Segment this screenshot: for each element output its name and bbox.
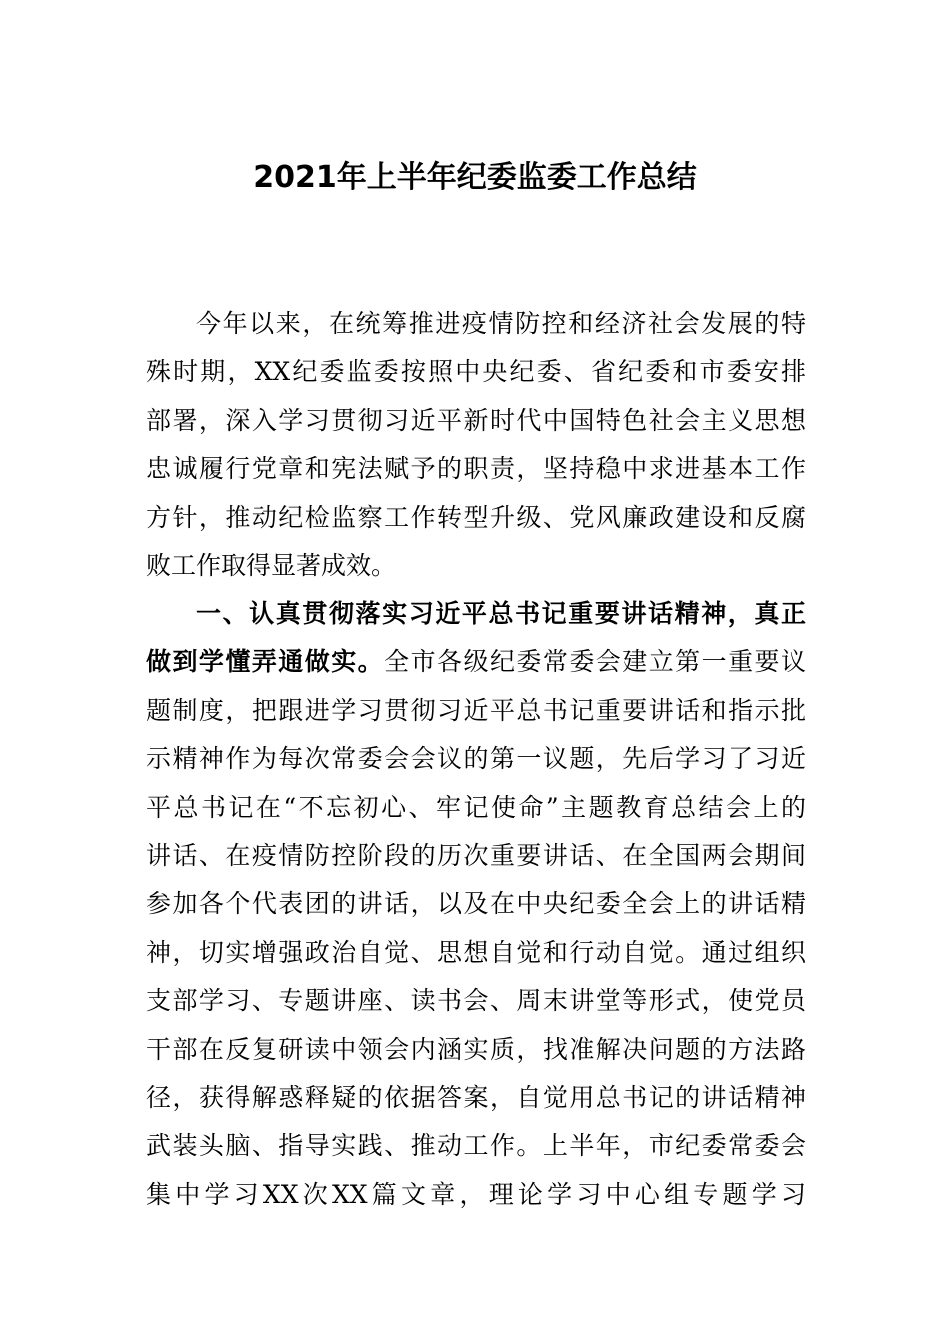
paragraph-line: 平总书记在“不忘初心、牢记使命”主题教育总结会上的 [146, 792, 806, 822]
section-heading-line: 一、认真贯彻落实习近平总书记重要讲话精神，真正 [196, 599, 806, 628]
paragraph-line: 方针，推动纪检监察工作转型升级、党风廉政建设和反腐 [146, 502, 806, 532]
paragraph-text: 全市各级纪委常委会建立第一重要议 [384, 647, 806, 677]
paragraph-line: 径，获得解惑释疑的依据答案，自觉用总书记的讲话精神 [146, 1082, 806, 1112]
paragraph-line: 部署，深入学习贯彻习近平新时代中国特色社会主义思想 [146, 405, 806, 435]
section-heading-tail: 做到学懂弄通做实。 [146, 647, 385, 677]
paragraph-section-one [146, 590, 806, 1219]
paragraph-line: 参加各个代表团的讲话，以及在中央纪委全会上的讲话精 [146, 889, 806, 919]
paragraph-line: 今年以来，在统筹推进疫情防控和经济社会发展的特 [196, 309, 806, 338]
paragraph-line: 题制度，把跟进学习贯彻习近平总书记重要讲话和指示批 [146, 695, 806, 725]
paragraph-line: 殊时期，XX纪委监委按照中央纪委、省纪委和市委安排 [146, 357, 806, 387]
paragraph-line: 忠诚履行党章和宪法赋予的职责，坚持稳中求进基本工作 [146, 454, 806, 484]
paragraph-line: 示精神作为每次常委会会议的第一议题，先后学习了习近 [146, 744, 806, 774]
paragraph-intro [146, 300, 806, 590]
document-title: 2021年上半年纪委监委工作总结 [253, 160, 697, 195]
paragraph-line: 神，切实增强政治自觉、思想自觉和行动自觉。通过组织 [146, 937, 806, 967]
paragraph-line: 讲话、在疫情防控阶段的历次重要讲话、在全国两会期间 [146, 840, 806, 870]
paragraph-line: 败工作取得显著成效。 [146, 550, 397, 580]
paragraph-line: 武装头脑、指导实践、推动工作。上半年，市纪委常委会 [146, 1131, 806, 1161]
paragraph-line: 支部学习、专题讲座、读书会、周末讲堂等形式，使党员 [146, 986, 806, 1016]
paragraph-line: 干部在反复研读中领会内涵实质，找准解决问题的方法路 [146, 1034, 806, 1064]
paragraph-line: 集中学习XX次XX篇文章，理论学习中心组专题学习 [146, 1179, 806, 1209]
paragraph-line [146, 638, 806, 686]
